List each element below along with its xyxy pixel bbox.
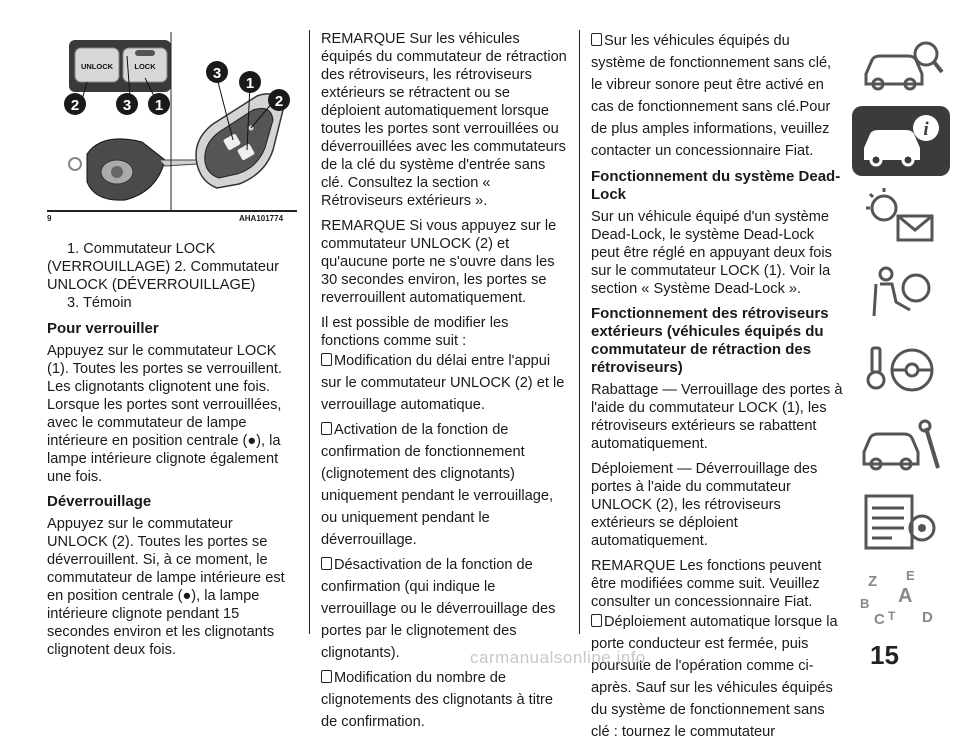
svg-text:i: i xyxy=(923,119,929,140)
tab-car-search[interactable] xyxy=(852,30,950,100)
lock-key-label: LOCK xyxy=(134,62,156,71)
column-1 xyxy=(47,240,297,666)
page-number: 15 xyxy=(870,640,899,670)
callout-right-2: 1 xyxy=(245,75,255,92)
remark-mirrors: REMARQUE Sur les véhicules équipés du commutateur de rétraction des rétroviseurs, les rétroviseurs extérieurs se rétractent ou se déploient automatiquement lorsque toutes les portes sont verrouillées ou déverrouillées avec les commutateurs de la clé du système d'entrée sans clé. Consultez la section « Rétroviseurs extérieurs ». xyxy=(321,31,567,209)
figure-caption xyxy=(47,240,297,312)
figure-rule xyxy=(47,210,297,212)
caption-line-4: 3. Témoin xyxy=(67,295,132,311)
caption-line-1: 1. Commutateur LOCK xyxy=(67,241,216,257)
checkbox-bullet-icon xyxy=(321,422,332,435)
index-letter: C xyxy=(874,611,885,628)
car-info-icon xyxy=(852,106,950,176)
column-divider-1 xyxy=(309,30,310,634)
figure-code: AHA101774 xyxy=(239,214,284,223)
lock-paragraph: Appuyez sur le commutateur LOCK (1). Toutes les portes se verrouillent. Les clignotants clignotent une fois. Lorsque les portes sont verrouillées, avec le commutateur de lampe intérieure en position centrale (●), la lampe intérieure clignote également une fois. xyxy=(47,343,282,485)
tab-warning-lights[interactable] xyxy=(852,182,950,252)
car-search-icon xyxy=(852,30,950,100)
unlock-key-label: UNLOCK xyxy=(80,62,114,71)
bullet-item xyxy=(591,611,843,743)
tab-car-info[interactable] xyxy=(852,106,950,176)
checkbox-bullet-icon xyxy=(321,353,332,366)
callout-left-2: 3 xyxy=(122,97,132,114)
bullet-item xyxy=(321,350,569,416)
key-steering-icon xyxy=(852,334,950,404)
remark-relock: REMARQUE Si vous appuyez sur le commutateur UNLOCK (2) et qu'aucune porte ne s'ouvre dans les 30 secondes environ, les portes se reverrouillent automatiquement. xyxy=(321,218,557,306)
unlock-heading: Déverrouillage xyxy=(47,493,152,510)
bullet-text: Désactivation de la fonction de confirmation (qui indique le verrouillage ou le déverrouillage des portes par le clignotement des clignotants). xyxy=(321,557,556,661)
index-letter: B xyxy=(860,596,870,611)
callout-right-3: 2 xyxy=(274,93,284,110)
unlock-paragraph: Appuyez sur le commutateur UNLOCK (2). Toutes les portes se déverrouillent. Si, à ce moment, le commutateur de lampe intérieure est en position centrale (●), la lampe intérieure clignote pendant 15 secondes environ et les clignotants clignotent deux fois. xyxy=(47,516,285,658)
functions-intro: Il est possible de modifier les fonctions comme suit : xyxy=(321,315,509,349)
remark-functions: REMARQUE Les fonctions peuvent être modifiées comme suit. Veuillez consulter un concessionnaire Fiat. xyxy=(591,558,822,610)
deadlock-paragraph: Sur un véhicule équipé d'un système Dead-Lock, le système Dead-Lock peut être réglé en appuyant deux fois sur le commutateur LOCK (1). Voir la section « Système Dead-Lock ». xyxy=(591,209,832,297)
tab-specifications[interactable] xyxy=(852,486,950,556)
checkbox-bullet-icon xyxy=(591,33,602,46)
bullet-text: Déploiement automatique lorsque la porte conducteur est fermée, puis poursuite de l'opération comme ci-après. Sauf sur les véhicules équipés du système de fonctionnement sans clé : tournez le commutateur xyxy=(591,614,838,740)
unfolding-paragraph: Déploiement — Déverrouillage des portes à l'aide du commutateur UNLOCK (2), les rétroviseurs extérieurs se déploient automatiquement. xyxy=(591,461,818,549)
column-2 xyxy=(321,30,569,736)
tab-safety[interactable] xyxy=(852,258,950,328)
index-letter: T xyxy=(888,609,896,623)
callout-left-1: 2 xyxy=(70,97,80,114)
bullet-item xyxy=(321,667,569,733)
fob-front-view xyxy=(196,94,283,188)
checkbox-bullet-icon xyxy=(321,557,332,570)
callout-right-1: 3 xyxy=(212,65,222,82)
tab-emergency[interactable] xyxy=(852,410,950,480)
callout-left-3: 1 xyxy=(154,97,164,114)
index-letter: D xyxy=(922,609,933,626)
lock-heading: Pour verrouiller xyxy=(47,320,159,337)
index-letter: A xyxy=(898,585,913,607)
key-fob-figure xyxy=(47,32,297,210)
tab-starting-driving[interactable] xyxy=(852,334,950,404)
index-letter: Z xyxy=(868,573,878,590)
key-fob-illustration xyxy=(47,32,297,210)
folding-paragraph: Rabattage — Verrouillage des portes à l'aide du commutateur LOCK (1), les rétroviseurs extérieurs se rabattent automatiquement. xyxy=(591,382,843,452)
warning-light-icon xyxy=(852,182,950,252)
checkbox-bullet-icon xyxy=(591,614,602,627)
index-letters-icon xyxy=(852,562,950,632)
airbag-icon xyxy=(852,258,950,328)
bullet-item xyxy=(321,419,569,551)
bullet-text: Activation de la fonction de confirmation de fonctionnement (clignotement des clignotants) uniquement pendant le verrouillage, ou uniquement pendant le déverrouillage. xyxy=(321,422,554,548)
car-wrench-icon xyxy=(852,410,950,480)
column-divider-2 xyxy=(579,30,580,634)
caption-line-2: (VERROUILLAGE) 2. Commutateur xyxy=(47,259,279,275)
figure-number: 9 xyxy=(47,214,52,223)
spec-list-icon xyxy=(852,486,950,556)
caption-line-3: UNLOCK (DÉVERROUILLAGE) xyxy=(47,277,256,293)
checkbox-bullet-icon xyxy=(321,670,332,683)
index-letter: E xyxy=(906,568,915,583)
bullet-text: Sur les véhicules équipés du système de fonctionnement sans clé, le vibreur sonore peut être activé en cas de fonctionnement sans clé.Pour de plus amples informations, veuillez contacter un concessionnaire Fiat. xyxy=(591,33,832,159)
bullet-item xyxy=(591,30,843,162)
watermark: carmanualsonline.info xyxy=(470,648,646,667)
column-3 xyxy=(591,30,843,746)
bullet-text: Modification du délai entre l'appui sur le commutateur UNLOCK (2) et le verrouillage automatique. xyxy=(321,353,565,413)
mirrors-heading: Fonctionnement des rétroviseurs extérieurs (véhicules équipés du commutateur de rétraction des rétroviseurs) xyxy=(591,305,829,376)
bullet-text: Modification du nombre de clignotements des clignotants à titre de confirmation. xyxy=(321,670,554,730)
tab-index[interactable] xyxy=(852,562,950,632)
deadlock-heading: Fonctionnement du système Dead-Lock xyxy=(591,168,841,203)
